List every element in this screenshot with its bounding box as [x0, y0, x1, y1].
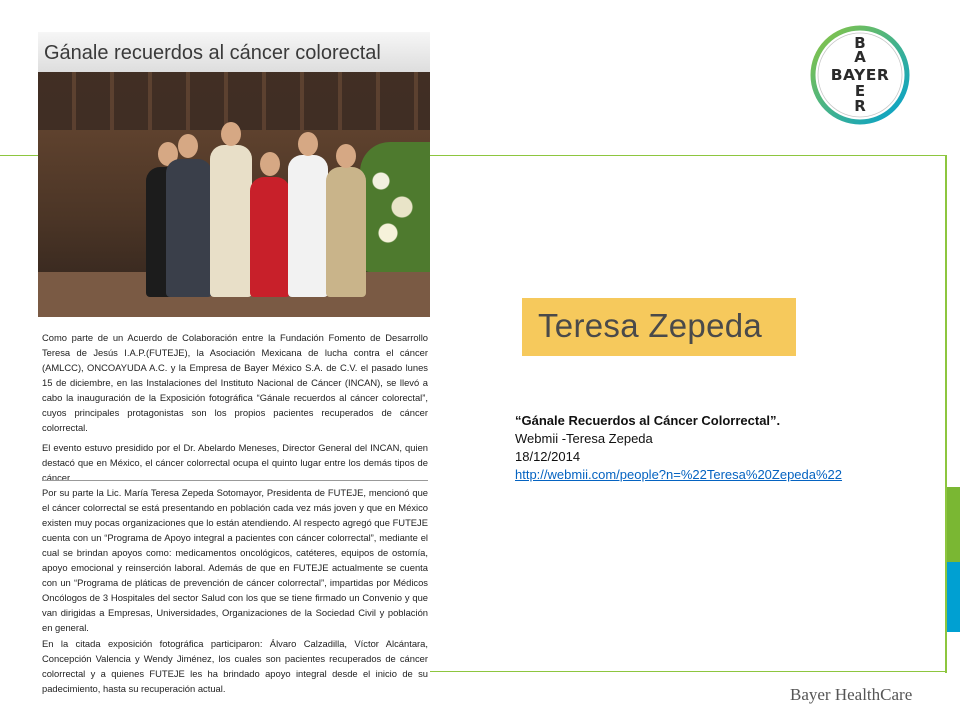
clipping-paragraph: El evento estuvo presidido por el Dr. Abelardo Meneses, Director General del INCAN, quien destacó que en México, el cáncer colorrectal ocupa el quinto lugar entre los demás tipos de cáncer.: [42, 442, 428, 483]
photo-flowers: [360, 142, 430, 272]
citation-link[interactable]: http://webmii.com/people?n=%22Teresa%20Zepeda%22: [515, 467, 843, 482]
photo-person-head: [221, 122, 241, 146]
citation-block: [515, 412, 935, 484]
logo-letter: B: [854, 34, 866, 52]
photo-person: [288, 155, 328, 297]
photo-person-head: [336, 144, 356, 168]
frame-line-bottom: [430, 671, 947, 672]
citation-title: “Gánale Recuerdos al Cáncer Colorrectal”.: [515, 413, 781, 428]
photo-person: [250, 177, 290, 297]
accent-bar-blue: [947, 562, 960, 632]
clipping-paragraph: Como parte de un Acuerdo de Colaboración entre la Fundación Fomento de Desarrollo Teresa de Jesús I.A.P.(FUTEJE), la Asociación Mexicana de lucha contra el cáncer (AMLCC), ONCOAYUDA A.C. y la Empresa de Bayer México S.A. de C.V. el pasado lunes 15 de diciembre, en las Instalaciones del Instituto Nacional de Cáncer (INCAN), se llevó a cabo la inauguración de la Exposición fotográfica “Gánale recuerdos al cáncer colorectal”, cuyos principales protagonistas son los propios pacientes recuperados de cáncer colorrectal.: [42, 332, 428, 433]
clipping-title: Gánale recuerdos al cáncer colorectal: [44, 42, 381, 64]
logo-word: BAYER: [830, 66, 890, 84]
citation-date: 18/12/2014: [515, 449, 581, 464]
clipping-paragraph: Por su parte la Lic. María Teresa Zepeda Sotomayor, Presidenta de FUTEJE, mencionó que el cáncer colorrectal se está presentando en población cada vez más joven y que en México existen muy pocas organizaciones que lo están atendiendo. Al respecto agregó que FUTEJE cuenta con un “Programa de Apoyo integral a pacientes con cáncer colorrectal”, mediante el cual se brindan apoyos como: medicamentos oncológicos, catéteres, equipos de ostomía, apoyo emocional y reinserción laboral. Además de que en FUTEJE actualmente se cuenta con un “Programa de pláticas de prevención de cáncer colorrectal”, impartidas por Médicos Oncólogos de 3 Hospitales del sector Salud con los que se tiene firmado un Convenio y que van dirigidas a Empresas, Universidades, Organizaciones de la Sociedad Civil y población en general.: [42, 480, 428, 635]
citation-source: Webmii -Teresa Zepeda: [515, 431, 653, 446]
clipping-paragraph: En la citada exposición fotográfica participaron: Álvaro Calzadilla, Víctor Alcántara, Concepción Valencia y Wendy Jiménez, los cuales son pacientes recuperados de cáncer colorrectal y a quienes FUTEJE les ha brindado apoyo integral desde el inicio de su padecimiento, hasta su recuperación actual.: [42, 638, 428, 694]
accent-bar-green: [947, 487, 960, 562]
event-photo: [38, 72, 430, 317]
photo-person-head: [298, 132, 318, 156]
photo-person-head: [178, 134, 198, 158]
bayer-logo: [809, 24, 911, 126]
photo-person: [210, 145, 252, 297]
photo-person: [326, 167, 366, 297]
photo-wall-panels: [38, 72, 430, 130]
footer-brand: Bayer HealthCare: [790, 685, 913, 704]
logo-letter: A: [854, 48, 866, 66]
logo-letter: E: [854, 82, 866, 100]
news-clipping: [38, 32, 430, 704]
clipping-header: [38, 32, 430, 72]
name-label-box: [522, 298, 796, 356]
logo-letter: R: [854, 97, 866, 115]
photo-person-head: [260, 152, 280, 176]
name-label: Teresa Zepeda: [538, 307, 763, 344]
frame-line-top-left: [0, 155, 38, 156]
frame-line-top-right: [430, 155, 947, 156]
photo-person: [166, 159, 212, 297]
